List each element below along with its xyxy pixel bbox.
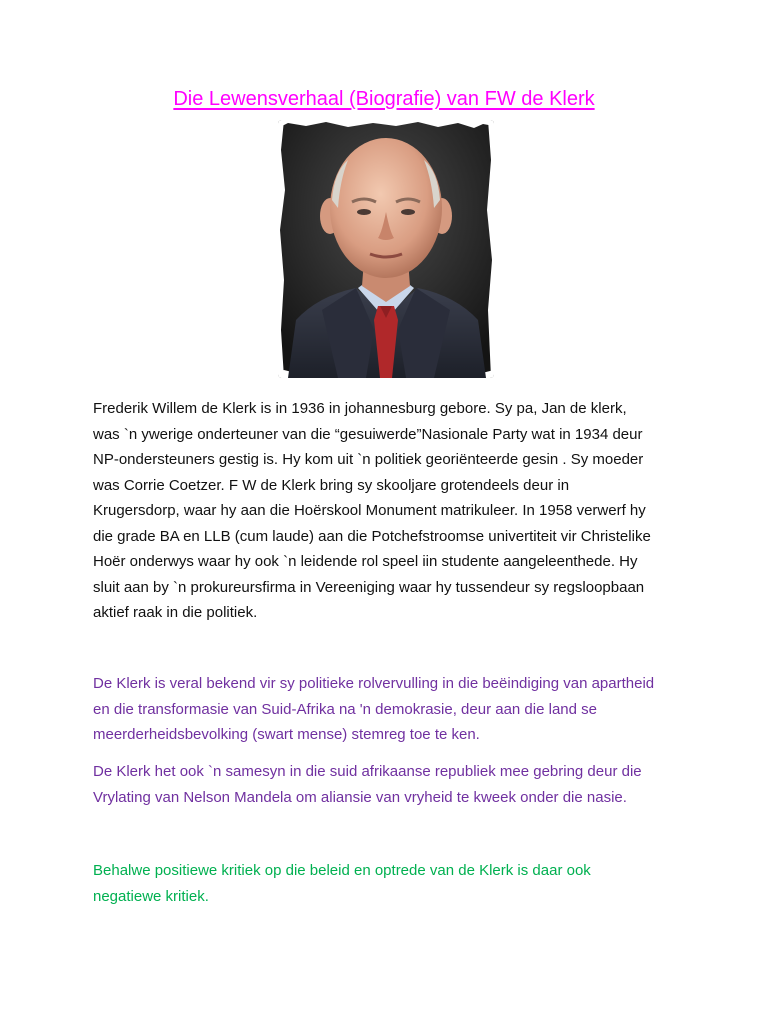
text-line: Hoër onderwys waar hy ook `n leidende rol speel iin studente aangeleenthede. Hy (93, 553, 638, 570)
text-line: Krugersdorp, waar hy aan die Hoërskool Monument matrikuleer. In 1958 verwerf hy (93, 502, 646, 519)
text-line: sluit aan by `n prokureursfirma in Vereeniging waar hy tussendeur sy regsloopbaan (93, 578, 645, 596)
text-line: en die transformasie van Suid-Afrika na 'n demokrasie, deur aan die land se (93, 700, 597, 718)
page-title: Die Lewensverhaal (Biografie) van FW de Klerk (173, 88, 595, 110)
text-line: NP-ondersteuners gestig is. Hy kom uit `n politiek georiënteerde gesin . Sy moeder (93, 451, 644, 468)
text-line: Behalwe positiewe kritiek op die beleid en optrede van de Klerk is daar ook (93, 862, 591, 879)
text-line: meerderheidsbevolking (swart mense) stemreg toe te ken. (93, 726, 480, 743)
apartheid-paragraph (93, 671, 683, 748)
text-line: was `n ywerige onderteuner van die “gesuiwerde”Nasionale Party wat in 1934 deur (93, 425, 643, 443)
text-line: aktief raak in die politiek. (93, 604, 258, 621)
criticism-paragraph (93, 858, 683, 909)
text-line: De Klerk het ook `n samesyn in die suid afrikaanse republiek mee gebring deur die (93, 763, 642, 780)
text-line: negatiewe kritiek. (93, 887, 209, 905)
text-line: Vrylating van Nelson Mandela om aliansie van vryheid te kweek onder die nasie. (93, 788, 627, 806)
text-line: was Corrie Coetzer. F W de Klerk bring sy skooljare grotendeels deur in (93, 476, 570, 494)
text-line: Frederik Willem de Klerk is in 1936 in johannesburg gebore. Sy pa, Jan de klerk, (93, 400, 627, 417)
text-line: De Klerk is veral bekend vir sy politieke rolvervulling in die beëindiging van apartheid (93, 675, 655, 692)
portrait-photo-icon (278, 120, 494, 378)
text-line: die grade BA en LLB (cum laude) aan die Potchefstroomse univertiteit vir Christelike (93, 527, 651, 545)
mandela-paragraph (93, 759, 683, 810)
biography-paragraph (93, 396, 683, 626)
